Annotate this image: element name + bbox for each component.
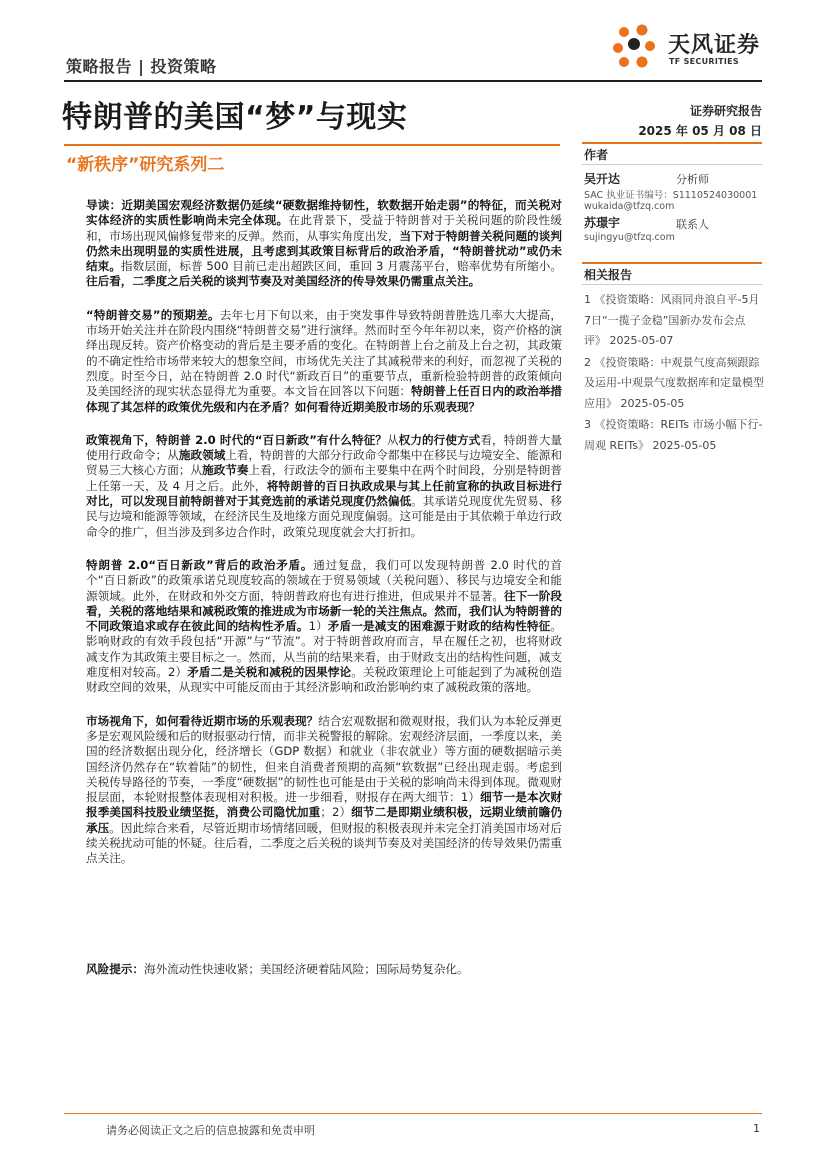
bold-text-segment: “特朗普交易”的预期差。 [86, 307, 220, 322]
text-segment: 。关税政策理论上可能起到了为减税创造财政空间的效果，从现实中可能反而由于其经济影响和政治影响约束了减税政策的落地。 [86, 665, 562, 695]
author-email[interactable]: sujingyu@tfzq.com [584, 232, 675, 243]
bold-text-segment: 往后看，二季度之后关税的谈判节奏及对美国经济的传导效果仍需重点关注。 [86, 274, 481, 289]
body-paragraph [86, 308, 562, 415]
bold-text-segment: 权力的行使方式 [398, 432, 481, 447]
author-name: 吴开达 [584, 172, 621, 186]
body-paragraph [86, 558, 562, 696]
logo-name: 天风证券 [668, 33, 761, 58]
report-type: 证券研究报告 [689, 104, 762, 118]
bold-text-segment: 细节一是本次财报季美国科技股业绩坚挺，消费公司隐忧加重 [86, 790, 562, 820]
text-segment: 通过复盘，我们可以发现特朗普 2.0 时代的首个“百日新政”的政策承诺兑现度较高的领域在于贸易领域（关税问题）、移民与边境安全和能源领域。此外，在财政和外交方面，特朗普政府也有进行推进，但成果并不显著。 [86, 557, 562, 603]
footer-disclaimer: 请务必阅读正文之后的信息披露和免责申明 [106, 1124, 315, 1137]
text-segment: 。影响财政的有效手段包括“开源”与“节流”。对于特朗普政府而言，早在履任之初，也将财政减支作为其政策主要目标之一。然而，从当前的结果来看，由于财政支出的结构性问题，减支难度相对较高。2） [86, 619, 562, 680]
bold-text-segment: 施政节奏 [202, 463, 249, 478]
text-segment: ；2） [320, 805, 352, 820]
bold-text-segment: 施政领域 [178, 448, 226, 463]
author-role: 联系人 [676, 218, 709, 231]
author-email[interactable]: wukaida@tfzq.com [584, 201, 675, 212]
text-segment: 指数层面，标普 500 目前已走出超跌区间，重回 3 月震荡平台，赔率优势有所缩小。 [121, 259, 562, 274]
author-name: 苏璟宇 [584, 216, 621, 230]
risk-warning [86, 962, 562, 977]
page-number: 1 [753, 1122, 760, 1135]
report-title: 特朗普的美国“梦”与现实 [62, 100, 408, 135]
report-date: 2025 年 05 月 08 日 [638, 124, 762, 138]
text-segment: 在此背景下，受益于特朗普对于关税问题的阶段性缓和，市场出现风偏修复带来的反弹。然而，从事实角度出发， [86, 213, 562, 243]
risk-label: 风险提示： [86, 962, 144, 976]
author-role: 分析师 [676, 173, 709, 186]
related-report-item[interactable]: 3 《投资策略：REITs 市场小幅下行-周观 REITs》 2025-05-05 [584, 418, 763, 452]
bold-text-segment: 市场视角下，如何看待近期市场的乐观表现？ [86, 713, 319, 728]
body-paragraph [86, 433, 562, 540]
subtitle-divider [64, 144, 560, 146]
report-subtitle: “新秩序”研究系列二 [66, 155, 225, 175]
author-cert: SAC 执业证书编号：S1110524030001 [584, 190, 758, 201]
risk-text: 海外流动性快速收紧；美国经济硬着陆风险；国际局势复杂化。 [143, 962, 469, 976]
sidebar-divider [582, 284, 762, 285]
related-report-item[interactable]: 2 《投资策略：中观景气度高频跟踪及运用-中观景气度数据库和定量模型应用》 2025-05-05 [584, 355, 764, 410]
pinwheel-logo-icon [610, 22, 662, 74]
text-segment: 。因此综合来看，尽管近期市场情绪回暖，但财报的积极表现并未完全打消美国市场对后续关税扰动可能的怀疑。往后看，二季度之后关税的谈判节奏及对美国经济的传导效果仍需重点关注。 [86, 820, 562, 866]
text-segment: 。其承诺兑现度优先贸易、移民与边境和能源等领域，在经济民生及地缘方面兑现度偏弱。这可能是由于其依赖于单边行政命令的推广，但当涉及到多边合作时，政策兑现度就会大打折扣。 [86, 494, 562, 539]
bold-text-segment: 矛盾一是减支的困难源于财政的结构性特征 [327, 619, 551, 634]
sidebar-divider [582, 164, 762, 165]
related-reports-list [584, 290, 764, 457]
sidebar-divider [582, 142, 762, 144]
bold-text-segment: 特朗普上任百日内的政治举措体现了其怎样的政策优先级和内在矛盾？如何看待近期美股市场的乐观表现？ [86, 384, 562, 414]
report-category: 策略报告 | 投资策略 [66, 57, 217, 76]
body-paragraph [86, 198, 562, 290]
related-reports-heading: 相关报告 [584, 268, 633, 282]
text-segment: 1） [308, 619, 328, 634]
body-paragraph [86, 714, 562, 867]
bold-text-segment: 当下对于特朗普关税问题的谈判仍然未出现明显的实质性进展，且考虑到其政策目标背后的政治矛盾，“特朗普扰动”或仍未结束。 [86, 228, 562, 274]
logo-english-name: TF SECURITIES [669, 57, 739, 66]
bold-text-segment: 政策视角下，特朗普 2.0 时代的“百日新政”有什么特征？ [86, 432, 387, 447]
bold-text-segment: 细节二是即期业绩积极，远期业绩前瞻仍承压 [86, 805, 562, 835]
text-segment: 结合宏观数据和微观财报，我们认为本轮反弹更多是宏观风险缓和后的财报驱动行情，而非关税警报的解除。宏观经济层面，一季度以来，美国的经济数据出现分化，经济增长（GDP 数据）和就业（非农就业）等方面的硬数据暗示美国经济仍然存在“软着陆”的韧性，但来自消费者预期的高频“软数据”已经出现走弱。考虑到关税传导路径的节奏，一季度“硬数据”的韧性也可能是由于关税的影响尚未得到体现。微观财报层面，本轮财报整体表现相对积极。进一步细看，财报存在两大细节：1） [86, 713, 562, 805]
footer-divider [64, 1113, 762, 1114]
text-segment: 上看，行政法令的颁布主要集中在两个时间段，分别是特朗普上任第一天，及 4 月之后。此外， [86, 463, 562, 493]
bold-text-segment: 矛盾二是关税和减税的因果悖论 [187, 665, 352, 680]
main-body [86, 198, 562, 885]
bold-text-segment: 将特朗普的百日执政成果与其上任前宣称的执政目标进行对比，可以发现目前特朗普对于其竞选前的承诺兑现度仍然偏低 [86, 478, 562, 509]
bold-text-segment: 特朗普 2.0“百日新政”背后的政治矛盾。 [86, 557, 314, 572]
authors-heading: 作者 [584, 148, 609, 162]
bold-text-segment: 往下一阶段看，关税的落地结果和减税政策的推进成为市场新一轮的关注焦点。然而，我们认为特朗普的不同政策追求或存在彼此间的结构性矛盾。 [86, 588, 562, 634]
related-report-item[interactable]: 1 《投资策略：风雨同舟浪自平-5月7日“一揽子金稳”国新办发布会点评》 2025-05-07 [584, 293, 760, 347]
bold-text-segment: 导读：近期美国宏观经济数据仍延续“硬数据维持韧性，软数据开始走弱”的特征，而关税对实体经济的实质性影响尚未完全体现。 [86, 198, 562, 228]
header-divider [64, 80, 762, 82]
text-segment: 看，特朗普大量使用行政命令；从 [86, 432, 562, 463]
text-segment: 去年七月下旬以来，由于突发事件导致特朗普胜选几率大大提高，市场开始关注并在阶段内围绕“特朗普交易”进行演绎。然而时至今年年初以来，资产价格的演绎出现反转。资产价格变动的背后是主要矛盾的变化。在特朗普上台之前及上台之初，其政策的不确定性给市场带来较大的想象空间，市场优先关注了其减税带来的利好，而忽视了关税的烈度。时至今日，站在特朗普 2.0 时代“新政百日”的重要节点，重新检验特朗普的政策倾向及美国经济的现实状态显得尤为重要。本文旨在回答以下问题： [86, 307, 562, 399]
text-segment: 上看，特朗普的大部分行政命令都集中在移民与边境安全、能源和贸易三大核心方面；从 [86, 448, 562, 478]
company-logo [610, 22, 770, 74]
sidebar-divider [582, 262, 762, 264]
text-segment: 从 [386, 432, 399, 447]
